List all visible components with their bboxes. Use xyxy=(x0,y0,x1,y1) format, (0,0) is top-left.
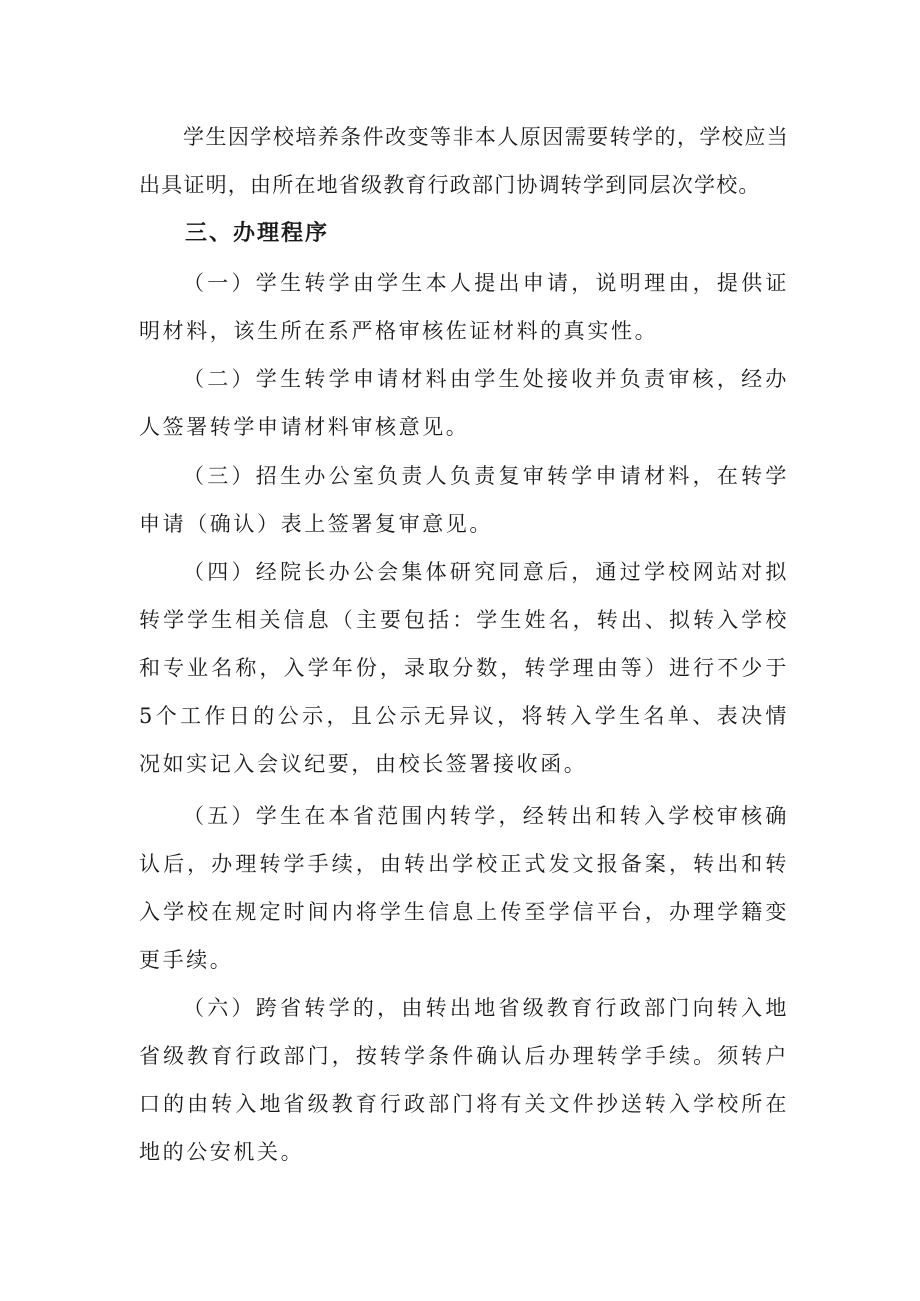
procedure-paragraph-2: （二）学生转学申请材料由学生处接收并负责审核，经办人签署转学申请材料审核意见。 xyxy=(139,367,789,439)
procedure-paragraph-1: （一）学生转学由学生本人提出申请，说明理由，提供证明材料，该生所在系严格审核佐证材料的真实性。 xyxy=(139,271,789,343)
procedure-paragraph-3: （三）招生办公室负责人负责复审转学申请材料，在转学申请（确认）表上签署复审意见。 xyxy=(139,464,789,536)
intro-paragraph: 学生因学校培养条件改变等非本人原因需要转学的，学校应当出具证明，由所在地省级教育行政部门协调转学到同层次学校。 xyxy=(139,125,789,197)
procedure-paragraph-5: （五）学生在本省范围内转学，经转出和转入学校审核确认后，办理转学手续，由转出学校正式发文报备案，转出和转入学校在规定时间内将学生信息上传至学信平台，办理学籍变更手续。 xyxy=(139,804,789,972)
procedure-paragraph-6: （六）跨省转学的，由转出地省级教育行政部门向转入地省级教育行政部门，按转学条件确认后办理转学手续。须转户口的由转入地省级教育行政部门将有关文件抄送转入学校所在地的公安机关。 xyxy=(139,996,789,1164)
section-heading: 三、办理程序 xyxy=(185,221,330,246)
procedure-paragraph-4: （四）经院长办公会集体研究同意后，通过学校网站对拟转学学生相关信息（主要包括：学生姓名，转出、拟转入学校和专业名称，入学年份，录取分数，转学理由等）进行不少于5个工作日的公示，且公示无异议，将转入学生名单、表决情况如实记入会议纪要，由校长签署接收函。 xyxy=(139,560,789,776)
